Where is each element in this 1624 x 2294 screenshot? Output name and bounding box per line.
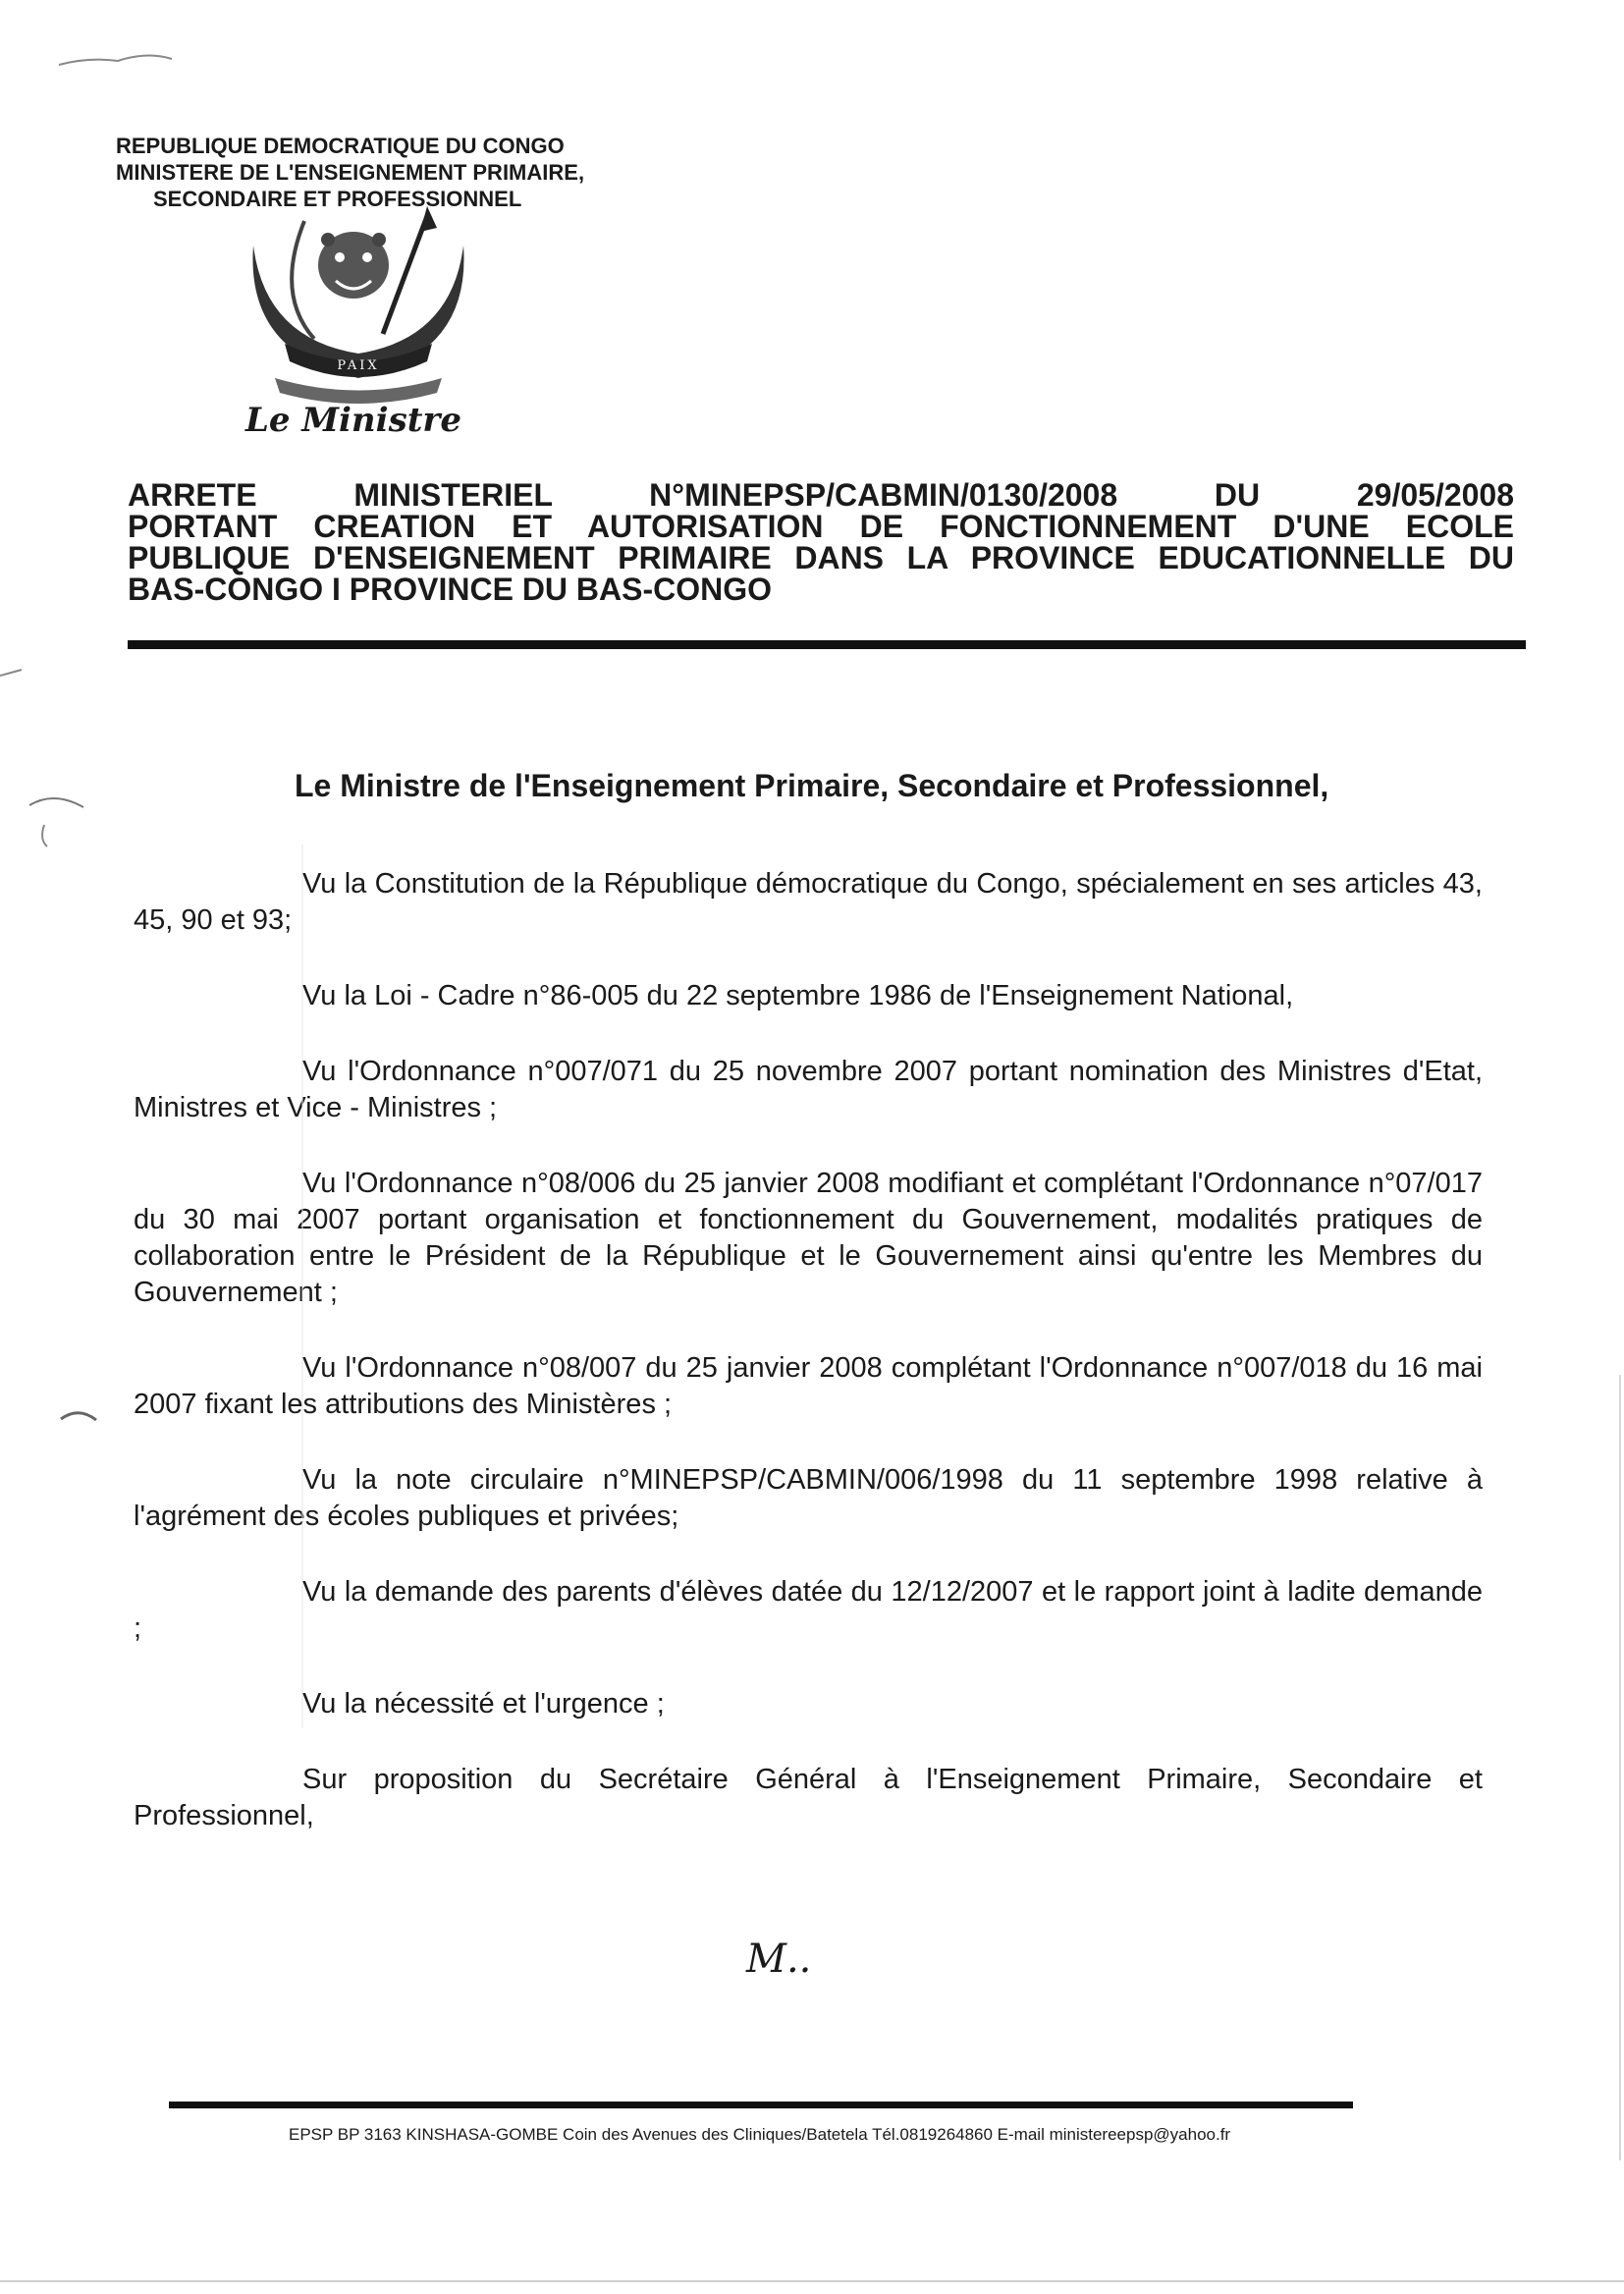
preamble-paragraph: Vu l'Ordonnance n°007/071 du 25 novembre 2007 portant nomination des Ministres d'Etat, Ministres et Vice - Ministres ; <box>134 1056 1483 1123</box>
decree-title-line: ARRETE MINISTERIEL N°MINEPSP/CABMIN/0130/2008 DU 29/05/2008 <box>128 477 1514 513</box>
title-divider <box>128 640 1526 649</box>
preamble-paragraph: Vu l'Ordonnance n°08/007 du 25 janvier 2008 complétant l'Ordonnance n°007/018 du 16 mai 2007 fixant les attributions des Ministères ; <box>134 1352 1483 1420</box>
preamble-paragraph: Vu la demande des parents d'élèves datée du 12/12/2007 et le rapport joint à ladite demande ; <box>134 1576 1483 1644</box>
coat-of-arms-emblem <box>236 206 481 412</box>
letterhead-line: MINISTERE DE L'ENSEIGNEMENT PRIMAIRE, <box>116 160 585 185</box>
minister-signature: Le Ministre <box>245 401 461 440</box>
emblem-ribbon-text: PAIX <box>337 358 380 373</box>
preamble-paragraph: Vu la nécessité et l'urgence ; <box>302 1688 665 1720</box>
initials-paraph: M.. <box>746 1937 812 1982</box>
preamble-paragraph: Vu la Loi - Cadre n°86-005 du 22 septembre 1986 de l'Enseignement National, <box>302 980 1294 1011</box>
preamble-paragraph: Sur proposition du Secrétaire Général à l'Enseignement Primaire, Secondaire et Professionnel, <box>134 1764 1483 1831</box>
issuing-authority: Le Ministre de l'Enseignement Primaire, Secondaire et Professionnel, <box>295 768 1329 803</box>
decree-title-line: BAS-CONGO I PROVINCE DU BAS-CONGO <box>128 572 773 607</box>
footer-divider <box>169 2102 1353 2108</box>
scan-edge-line <box>0 2280 1624 2282</box>
footer-address: EPSP BP 3163 KINSHASA-GOMBE Coin des Avenues des Cliniques/Batetela Tél.0819264860 E-mail ministereepsp@yahoo.fr <box>289 2125 1231 2144</box>
letterhead-line: REPUBLIQUE DEMOCRATIQUE DU CONGO <box>116 134 565 158</box>
decree-title <box>128 479 1514 605</box>
decree-title-line: PUBLIQUE D'ENSEIGNEMENT PRIMAIRE DANS LA PROVINCE EDUCATIONNELLE DU <box>128 540 1514 575</box>
letterhead-line: SECONDAIRE ET PROFESSIONNEL <box>153 187 522 211</box>
letterhead <box>116 133 666 212</box>
preamble-paragraph: Vu l'Ordonnance n°08/006 du 25 janvier 2008 modifiant et complétant l'Ordonnance n°07/017 du 30 mai 2007 portant organisation et fonctionnement du Gouvernement, modalités pratiques de collaboration entre le Président de la République et le Gouvernement ainsi qu'entre les Membres du Gouvernement ; <box>134 1168 1483 1308</box>
decree-preamble <box>134 866 1483 1834</box>
decree-title-line: PORTANT CREATION ET AUTORISATION DE FONCTIONNEMENT D'UNE ECOLE <box>128 509 1514 544</box>
preamble-paragraph: Vu la Constitution de la République démocratique du Congo, spécialement en ses articles 43, 45, 90 et 93; <box>134 868 1483 936</box>
preamble-paragraph: Vu la note circulaire n°MINEPSP/CABMIN/006/1998 du 11 septembre 1998 relative à l'agrément des écoles publiques et privées; <box>134 1464 1483 1532</box>
